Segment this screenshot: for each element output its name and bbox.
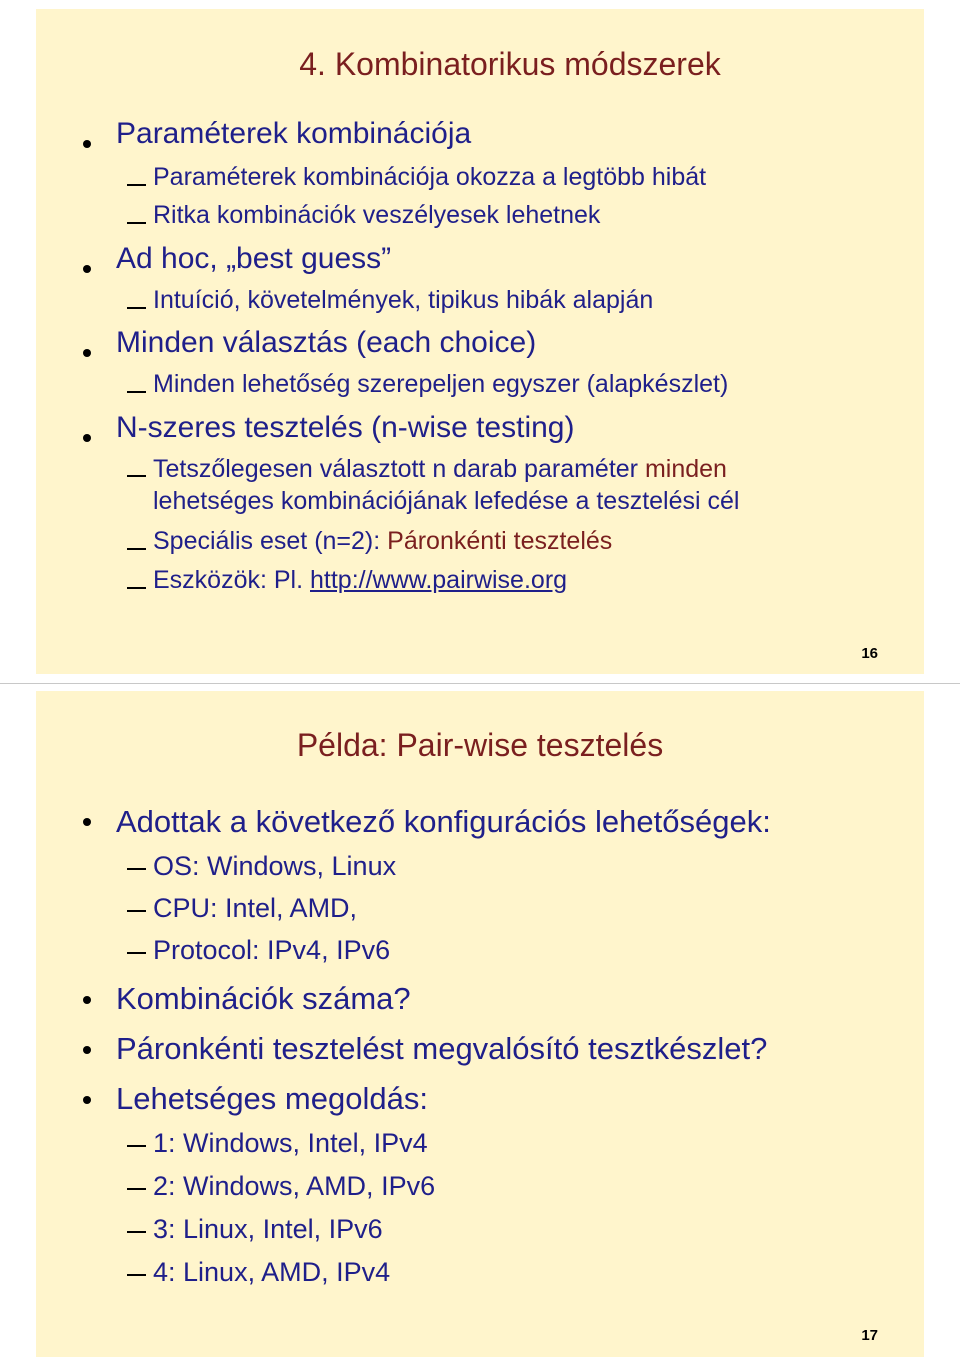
sub-bullet-item: Ritka kombinációk veszélyesek lehetnek (153, 201, 601, 229)
sub-bullet-item (153, 455, 727, 484)
sub-bullet-dash (127, 868, 146, 870)
slide-16 (36, 9, 924, 674)
page-number: 17 (861, 1327, 878, 1344)
bullet-dot (83, 140, 91, 148)
sub-bullet-item: Paraméterek kombinációja okozza a legtöbb hibát (153, 163, 707, 191)
highlight-text: minden (644, 455, 727, 483)
pairwise-link[interactable]: http://www.pairwise.org (310, 566, 568, 594)
sub-bullet-dash (127, 391, 146, 393)
sub-bullet-dash (127, 952, 146, 954)
bullet-item: Ad hoc, „best guess” (116, 242, 392, 275)
sub-bullet-dash (127, 910, 146, 912)
bullet-dot (83, 265, 91, 273)
sub-bullet-item: 3: Linux, Intel, IPv6 (153, 1214, 383, 1244)
bullet-item: N-szeres tesztelés (n-wise testing) (116, 411, 575, 444)
sub-bullet-dash (127, 1188, 146, 1190)
sub-bullet-dash (127, 548, 146, 550)
bullet-item: Lehetséges megoldás: (116, 1081, 428, 1116)
sub-bullet-item: 2: Windows, AMD, IPv6 (153, 1171, 436, 1201)
sub-bullet-dash (127, 1145, 146, 1147)
bullet-item: Páronkénti tesztelést megvalósító tesztkészlet? (116, 1031, 768, 1066)
sub-bullet-dash (127, 1231, 146, 1233)
sub-bullet-item: Intuíció, követelmények, tipikus hibák alapján (153, 286, 654, 314)
slide-title: Példa: Pair-wise tesztelés (296, 727, 664, 763)
text-segment: Eszközök: Pl. (153, 566, 310, 594)
bullet-dot (83, 349, 91, 357)
bullet-item: Minden választás (each choice) (116, 326, 537, 359)
bullet-dot (83, 818, 91, 826)
sub-bullet-item: Minden lehetőség szerepeljen egyszer (alapkészlet) (153, 370, 729, 398)
sub-bullet-item: Protocol: IPv4, IPv6 (153, 935, 391, 965)
sub-bullet-continuation: lehetséges kombinációjának lefedése a tesztelési cél (153, 487, 740, 515)
slide-title: 4. Kombinatorikus módszerek (299, 46, 721, 82)
bullet-dot (83, 434, 91, 442)
bullet-item: Adottak a következő konfigurációs lehetőségek: (116, 804, 771, 839)
sub-bullet-item: CPU: Intel, AMD, (153, 893, 358, 923)
slide-17 (36, 691, 924, 1357)
sub-bullet-item (153, 527, 612, 556)
sub-bullet-dash (127, 307, 146, 309)
sub-bullet-dash (127, 222, 146, 224)
bullet-item: Paraméterek kombinációja (116, 117, 472, 150)
sub-bullet-dash (127, 587, 146, 589)
sub-bullet-item: 1: Windows, Intel, IPv4 (153, 1128, 428, 1158)
bullet-item: Kombinációk száma? (116, 981, 411, 1016)
sub-bullet-dash (127, 1274, 146, 1276)
text-segment: Tetszőlegesen választott n darab paraméter (153, 455, 645, 483)
sub-bullet-dash (127, 184, 146, 186)
sub-bullet-item (153, 566, 567, 595)
bullet-dot (83, 996, 91, 1004)
page-divider (0, 683, 960, 684)
sub-bullet-item: 4: Linux, AMD, IPv4 (153, 1257, 391, 1287)
sub-bullet-dash (127, 475, 146, 477)
highlight-text: Páronkénti tesztelés (387, 527, 613, 555)
bullet-dot (83, 1046, 91, 1054)
text-segment: Speciális eset (n=2): (153, 527, 388, 555)
bullet-dot (83, 1096, 91, 1104)
sub-bullet-item: OS: Windows, Linux (153, 851, 397, 881)
page-number: 16 (861, 645, 878, 662)
